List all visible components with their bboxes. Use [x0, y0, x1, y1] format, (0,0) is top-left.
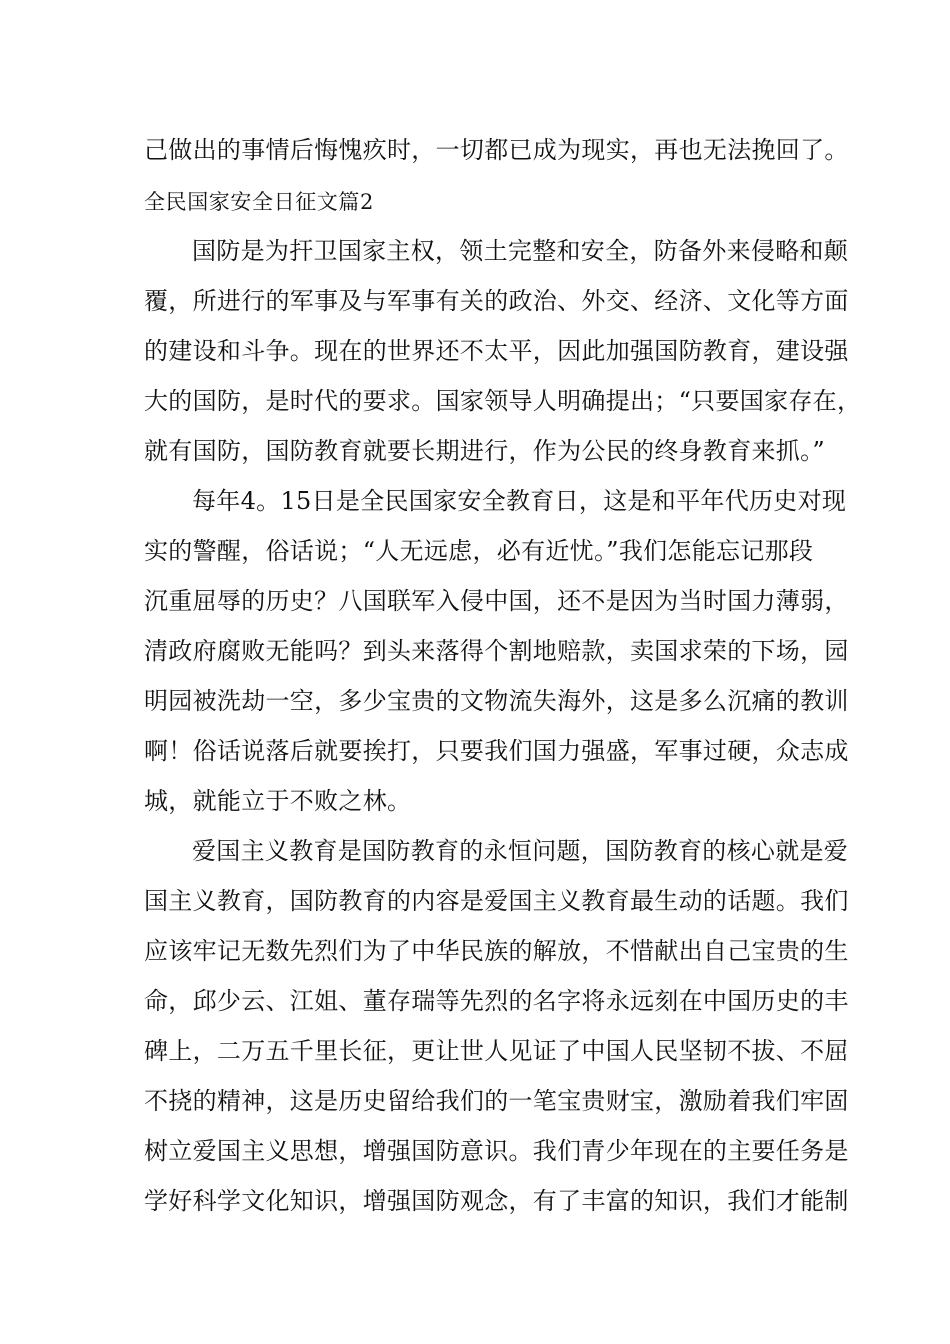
text-line: 国防是为扞卫国家主权，领土完整和安全，防备外来侵略和颠	[192, 237, 849, 265]
text-line: 清政府腐败无能吗？到头来落得个割地赔款，卖国求荣的下场，园	[144, 637, 849, 665]
text-line: 啊！俗话说落后就要挨打，只要我们国力强盛，军事过硬，众志成	[144, 737, 849, 765]
text-line: 实的警醒，俗话说；“人无远虑，必有近忧。”我们怎能忘记那段	[144, 537, 814, 565]
text-line: 不挠的精神，这是历史留给我们的一笔宝贵财宝，激励着我们牢固	[144, 1087, 849, 1115]
text-line: 应该牢记无数先烈们为了中华民族的解放，不惜献出自己宝贵的生	[144, 937, 849, 965]
text-line: 明园被洗劫一空，多少宝贵的文物流失海外，这是多么沉痛的教训	[144, 687, 849, 715]
text-line: 碑上，二万五千里长征，更让世人见证了中国人民坚韧不拔、不屈	[144, 1037, 849, 1065]
text-line: 沉重屈辱的历史？八国联军入侵中国，还不是因为当时国力薄弱，	[144, 587, 849, 615]
text-line: 爱国主义教育是国防教育的永恒问题，国防教育的核心就是爱	[192, 837, 849, 865]
text-line: 己做出的事情后悔愧疚时，一切都已成为现实，再也无法挽回了。	[144, 136, 849, 164]
section-heading: 全民国家安全日征文篇2	[144, 190, 374, 214]
text-line: 树立爱国主义思想，增强国防意识。我们青少年现在的主要任务是	[144, 1137, 849, 1165]
text-line: 覆，所进行的军事及与军事有关的政治、外交、经济、文化等方面	[144, 287, 849, 315]
text-line: 国主义教育，国防教育的内容是爱国主义教育最生动的话题。我们	[144, 887, 849, 915]
text-line: 大的国防，是时代的要求。国家领导人明确提出；“只要国家存在，	[144, 387, 862, 415]
text-line: 的建设和斗争。现在的世界还不太平，因此加强国防教育，建设强	[144, 337, 849, 365]
text-line: 就有国防，国防教育就要长期进行，作为公民的终身教育来抓。”	[144, 437, 825, 465]
text-line: 命，邱少云、江姐、董存瑞等先烈的名字将永远刻在中国历史的丰	[144, 987, 849, 1015]
text-line: 城，就能立于不败之林。	[144, 787, 412, 815]
text-line: 每年4。15日是全民国家安全教育日，这是和平年代历史对现	[192, 487, 847, 515]
text-line: 学好科学文化知识，增强国防观念，有了丰富的知识，我们才能制	[144, 1187, 849, 1215]
